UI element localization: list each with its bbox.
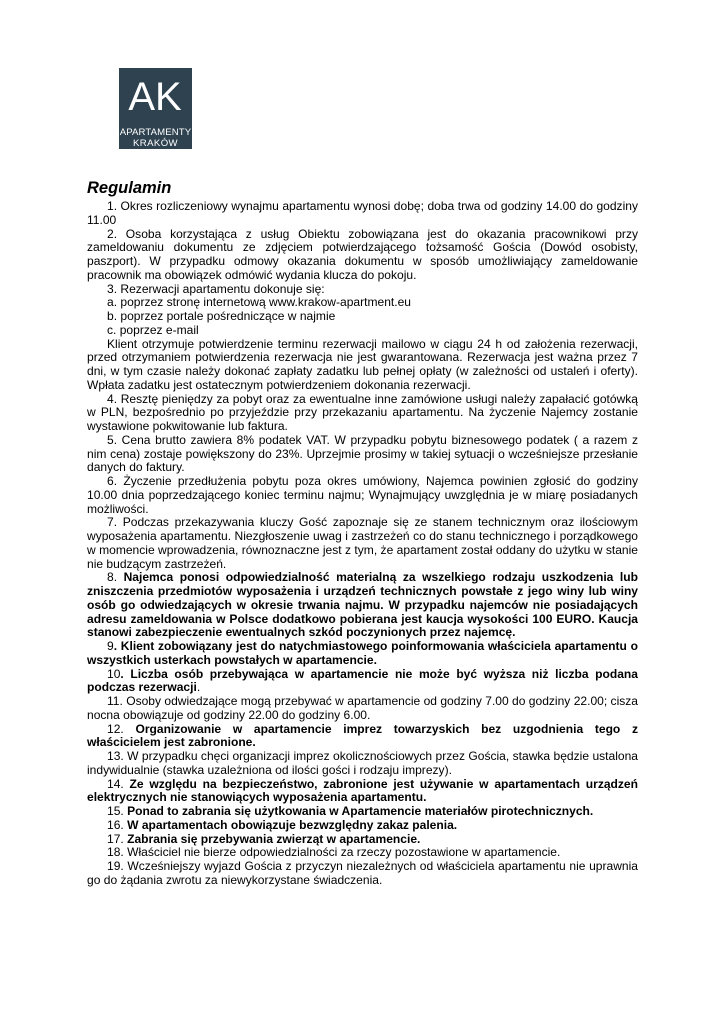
rule-16-number: 16. <box>107 817 128 832</box>
rule-3-note-text: Klient otrzymuje potwierdzenie terminu rezerwacji mailowo w ciągu 24 h od założenia rezerwacji, przed otrzymaniem potwierdzenia rezerwacja nie jest gwarantowana. Rezerwacja jest ważna przez 7 dni, w tym czasie należy dokonać zapłaty zadatku lub pełnej opłaty (w zależności od ustaleń i oferty). Wpłata zadatku jest ostatecznym potwierdzeniem dokonania rezerwacji. <box>87 336 638 392</box>
rule-7-text: 7. Podczas przekazywania kluczy Gość zapoznaje się ze stanem technicznym oraz ilościowym wyposażenia apartamentu. Niezgłoszenie uwag i zastrzeżeń co do stanu technicznego i porządkowego w momencie wprowadzenia, równoznaczne jest z tym, że apartament został oddany do użytku w stanie nie budzącym zastrzeżeń. <box>87 515 638 571</box>
rule-17-text: Zabrania się przebywania zwierząt w apartamencie. <box>127 831 421 846</box>
rule-10 <box>87 668 638 696</box>
rule-12 <box>87 723 638 751</box>
document-title: Regulamin <box>87 179 172 197</box>
rule-8-text: Najemca ponosi odpowiedzialność materialną za wszelkiego rodzaju uszkodzenia lub zniszczenia przedmiotów wyposażenia i urządzeń technicznych powstałe z jego winy lub winy osób go odwiedzających w okresie trwania najmu. W przypadku najemców nie posiadających adresu zameldowania w Polsce dodatkowo pobierana jest kaucja wysokości 100 EURO. Kaucja stanowi zabezpieczenie ewentualnych szkód poczynionych przez najemcę. <box>87 570 638 640</box>
rule-12-text: Organizowanie w apartamencie imprez towarzyskich bez uzgodnienia tego z właścicielem jest zabronione. <box>87 721 638 750</box>
logo-line1: APARTAMENTY <box>119 127 192 138</box>
rule-4-text: 4. Resztę pieniędzy za pobyt oraz za ewentualne inne zamówione usługi należy zapałacić gotówką w PLN, bezpośrednio po przyjeździe przy przekazaniu apartamentu. Na życzenie Najemcy zostanie wystawione pokwitowanie lub faktura. <box>87 391 638 433</box>
rule-11 <box>87 695 638 723</box>
rule-14-text: Ze względu na bezpieczeństwo, zabronione jest używanie w apartamentach urządzeń elektrycznych nie stanowiących wyposażenia apartamentu. <box>87 776 638 805</box>
rule-9-text: . Klient zobowiązany jest do natychmiastowego poinformowania właściciela apartamentu o wszystkich usterkach powstałych w apartamencie. <box>87 639 638 667</box>
rule-11-text: 11. Osoby odwiedzające mogą przebywać w apartamencie od godziny 7.00 do godziny 22.00; cisza nocna obowiązuje od godziny 22.00 do godziny 6.00. <box>87 694 638 722</box>
rule-9 <box>87 640 638 668</box>
rule-17-number: 17. <box>107 831 128 846</box>
rule-3a-text: a. poprzez stronę internetową www.krakow-apartment.eu <box>107 295 411 310</box>
rule-1-text: 1. Okres rozliczeniowy wynajmu apartamentu wynosi dobę; doba trwa od godziny 14.00 do godziny 11.00 <box>87 199 638 227</box>
rule-3 <box>87 283 638 297</box>
rule-5-text: 5. Cena brutto zawiera 8% podatek VAT. W przypadku pobytu biznesowego podatek ( a razem z nim cena) zostaje powiększony do 23%. Uprzejmie prosimy w takiej sytuacji o wcześniejsze przesłanie danych do faktury. <box>87 432 638 475</box>
rule-3c-text: c. poprzez e-mail <box>107 322 199 337</box>
rule-13-text: 13. W przypadku chęci organizacji imprez okolicznościowych przez Gościa, stawka będzie ustalona indywidualnie (stawka uzależniona od ilości gości i rodzaju imprezy). <box>87 749 638 777</box>
rule-13 <box>87 750 638 778</box>
rule-10-text: . Liczba osób przebywająca w apartamencie nie może być wyższa niż liczba podana podczas rezerwacji <box>87 666 638 695</box>
rule-1 <box>87 200 638 228</box>
rule-16 <box>87 819 638 833</box>
rule-16-text: W apartamentach obowiązuje bezwzględny zakaz palenia. <box>127 817 458 832</box>
rule-3b-text: b. poprzez portale pośredniczące w najmie <box>107 309 336 323</box>
rule-19-text: 19. Wcześniejszy wyjazd Gościa z przyczyn niezależnych od właściciela apartamentu nie uprawnia go do żądania zwrotu za niewykorzystane świadczenia. <box>87 859 638 887</box>
rule-3-text: 3. Rezerwacji apartamentu dokonuje się: <box>107 281 325 296</box>
regulations-body <box>87 200 638 888</box>
company-logo <box>119 68 192 149</box>
rule-3c <box>87 324 638 338</box>
logo-letters: AK <box>128 75 182 119</box>
logo-line2: KRAKÓW <box>132 138 179 149</box>
rule-6 <box>87 475 638 516</box>
rule-7 <box>87 516 638 571</box>
rule-3-note <box>87 338 638 393</box>
rule-12-number: 12. <box>107 721 136 736</box>
rule-2 <box>87 228 638 283</box>
rule-19 <box>87 860 638 888</box>
rule-18-text: 18. Właściciel nie bierze odpowiedzialności za rzeczy pozostawione w apartamencie. <box>107 845 561 860</box>
rule-3b <box>87 310 638 324</box>
rule-4 <box>87 393 638 434</box>
rule-18 <box>87 846 638 860</box>
rule-6-text: 6. Życzenie przedłużenia pobytu poza okres umówiony, Najemca powinien zgłosić do godziny 10.00 dnia poprzedzającego koniec terminu najmu; Wynajmujący uwzględnia je w miarę posiadanych możliwości. <box>87 474 638 516</box>
rule-15-text: Ponad to zabrania się użytkowania w Apartamencie materiałów pirotechnicznych. <box>127 804 594 818</box>
rule-15 <box>87 805 638 819</box>
rule-15-number: 15. <box>107 804 128 818</box>
rule-10-end: . <box>196 680 201 695</box>
rule-17 <box>87 833 638 847</box>
rule-9-number: 9 <box>107 639 114 653</box>
rule-3a <box>87 296 638 310</box>
logo-graphic <box>119 68 192 149</box>
rule-14 <box>87 778 638 806</box>
rule-2-text: 2. Osoba korzystająca z usług Obiektu zobowiązana jest do okazania pracownikowi przy zameldowaniu dokumentu ze zdjęciem potwierdzającego tożsamość Gościa (Dowód osobisty, paszport). W przypadku odmowy okazania dokumentu w sposób umożliwiający zameldowanie pracownik ma obowiązek odmówić wydania klucza do pokoju. <box>87 226 638 282</box>
rule-10-number: 10 <box>107 666 121 681</box>
rule-8-number: 8. <box>107 570 124 585</box>
rule-5 <box>87 434 638 475</box>
rule-8 <box>87 571 638 640</box>
rule-14-number: 14. <box>107 776 130 791</box>
